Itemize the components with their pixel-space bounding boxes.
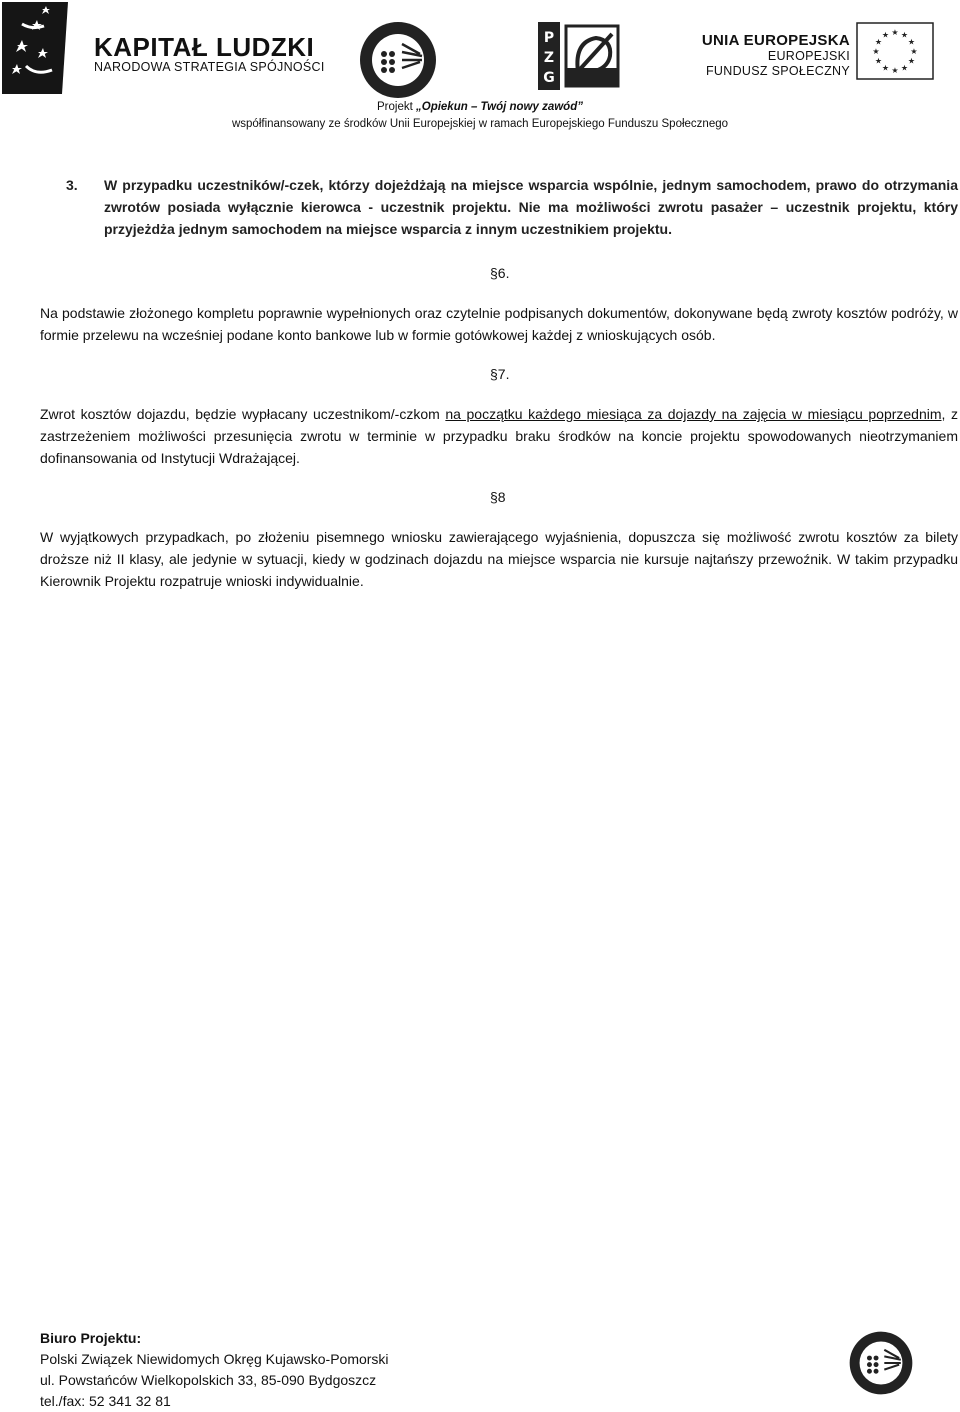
footer-heading: Biuro Projektu: xyxy=(40,1330,142,1346)
project-title-line xyxy=(0,101,960,113)
eu-text-block xyxy=(700,32,850,79)
footer-organization: Polski Związek Niewidomych Okręg Kujawsko-Pomorski xyxy=(40,1351,389,1367)
pzn-footer-logo-icon xyxy=(848,1330,914,1396)
eu-title: UNIA EUROPEJSKA xyxy=(701,32,850,49)
footer-address: ul. Powstańców Wielkopolskich 33, 85-090 Bydgoszcz xyxy=(40,1372,377,1388)
section-8-paragraph: W wyjątkowych przypadkach, po złożeniu pisemnego wniosku zawierającego wyjaśnienia, dopuszcza się możliwość zwrotu kosztów za bilety droższe niż II klasy, ale jedynie w sytuacji, kiedy w godzinach dojazdu na miejsce wsparcia nie kursuje najtańszy przewoźnik. W takim przypadku Kierownik Projektu rozpatruje wnioski indywidualnie. xyxy=(40,529,958,589)
section-6-paragraph: Na podstawie złożonego kompletu poprawnie wypełnionych oraz czytelnie podpisanych dokumentów, dokonywane będą zwroty kosztów podróży, w formie przelewu na wcześniej podane konto bankowe lub w formie gotówkowej każdej z wnioskujących osób. xyxy=(40,305,958,343)
section-7-text-end: , z zastrzeżeniem możliwości przesunięcia zwrotu w terminie w przypadku braku środków na koncie projektu spowodowanych nieotrzymaniem dofinansowania od Instytucji Wdrażającej. xyxy=(40,406,958,466)
eu-star-icon: ★ xyxy=(874,56,883,66)
eu-star-icon: ★ xyxy=(910,47,918,56)
eu-star-icon: ★ xyxy=(891,66,899,75)
eu-star-icon: ★ xyxy=(872,47,880,56)
svg-text:G: G xyxy=(543,70,555,86)
section-8-heading: §8 xyxy=(490,489,506,505)
eu-flag-icon xyxy=(856,22,934,80)
kapital-ludzki-emblem-icon xyxy=(2,2,92,94)
project-prefix: Projekt xyxy=(377,101,416,113)
section-7-heading: §7. xyxy=(490,366,510,382)
pzn-logo-icon xyxy=(358,20,438,100)
kapital-ludzki-subtitle: NARODOWA STRATEGIA SPÓJNOŚCI xyxy=(94,60,325,74)
section-7-text-start: Zwrot kosztów dojazdu, będzie wypłacany uczestnikom/-czkom xyxy=(40,406,446,422)
eu-star-icon: ★ xyxy=(907,37,916,47)
section-7-underlined-text: na początku każdego miesiąca za dojazdy na zajęcia w miesiącu poprzednim xyxy=(445,406,942,422)
pzg-logo-icon xyxy=(538,22,620,90)
project-name: „Opiekun – Twój nowy zawód” xyxy=(416,101,583,113)
kapital-ludzki-title: KAPITAŁ LUDZKI xyxy=(94,32,315,62)
cofinancing-line: współfinansowany ze środków Unii Europejskiej w ramach Europejskiego Funduszu Społecznego xyxy=(231,118,729,130)
eu-star-icon: ★ xyxy=(881,63,890,73)
list-item-text: W przypadku uczestników/-czek, którzy dojeżdżają na miejsce wsparcia wspólnie, jednym samochodem, prawo do otrzymania zwrotów posiada wyłącznie kierowca - uczestnik projektu. Nie ma możliwości zwrotu pasażer – uczestnik projektu, który przyjeżdża jednym samochodem na miejsce wsparcia z innym uczestnikiem projektu. xyxy=(104,177,958,237)
eu-fund-line2: FUNDUSZ SPOŁECZNY xyxy=(705,64,850,78)
list-item-3 xyxy=(66,174,958,240)
page-footer xyxy=(40,1328,389,1412)
svg-text:P: P xyxy=(543,30,555,46)
page-header xyxy=(0,0,960,135)
eu-star-icon: ★ xyxy=(907,56,916,66)
eu-star-icon: ★ xyxy=(881,30,890,40)
footer-phone: tel./fax: 52 341 32 81 xyxy=(40,1393,171,1409)
eu-star-icon: ★ xyxy=(891,28,899,37)
section-6-heading: §6. xyxy=(490,265,510,281)
eu-star-icon: ★ xyxy=(900,30,909,40)
kapital-ludzki-logo xyxy=(2,2,325,94)
eu-star-icon: ★ xyxy=(874,37,883,47)
eu-star-icon: ★ xyxy=(900,63,909,73)
svg-text:Z: Z xyxy=(543,50,555,66)
list-item-number: 3. xyxy=(66,177,78,193)
eu-fund-line1: EUROPEJSKI xyxy=(767,49,850,63)
section-7-paragraph xyxy=(40,403,958,469)
